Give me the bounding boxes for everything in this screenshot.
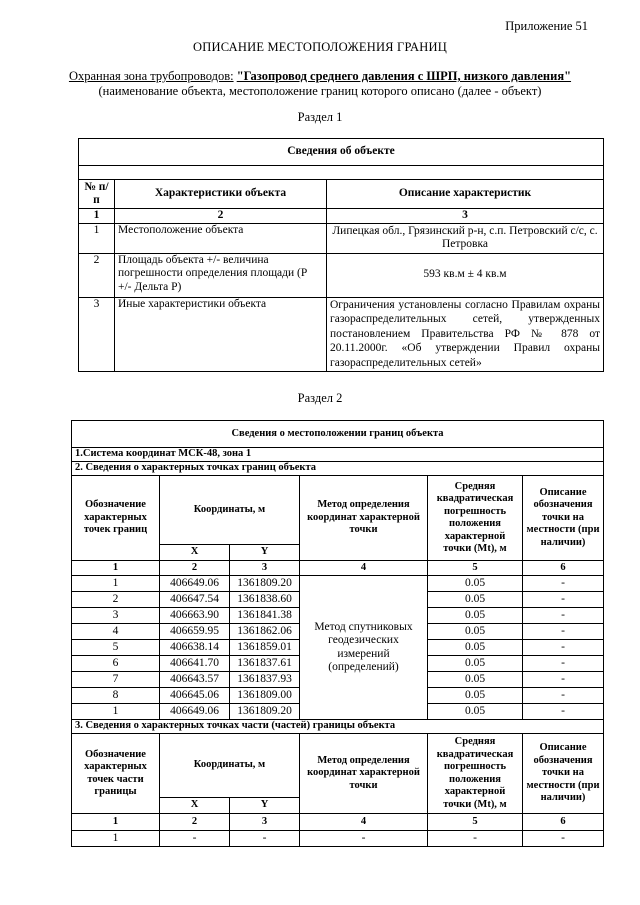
- point-y: 1361809.20: [230, 576, 300, 592]
- index-cell: 4: [300, 814, 428, 831]
- table-row: [72, 734, 604, 798]
- part-point-y: -: [230, 831, 300, 847]
- point-y: 1361809.20: [230, 704, 300, 720]
- point-desc: -: [523, 576, 604, 592]
- table-row: [79, 166, 604, 180]
- point-x: 406649.06: [160, 576, 230, 592]
- table-row: [79, 209, 604, 224]
- point-x: 406643.57: [160, 672, 230, 688]
- table-row: [72, 462, 604, 476]
- index-cell: 3: [230, 814, 300, 831]
- subsection-title: 3. Сведения о характерных точках части (частей) границы объекта: [72, 720, 604, 734]
- point-num: 4: [72, 624, 160, 640]
- row-value: Ограничения установлены согласно Правилам охраны газораспределительных сетей, утвержденных постановлением Правительства РФ № 878 от 20.11.2000г. «Об утверждении Правил охраны газораспределительных сетей»: [327, 297, 604, 371]
- row-num: 2: [79, 253, 115, 297]
- spacer-row: [79, 166, 604, 180]
- point-mt: 0.05: [428, 704, 523, 720]
- section1-title: Раздел 1: [297, 110, 343, 124]
- point-mt: 0.05: [428, 592, 523, 608]
- point-y: 1361837.61: [230, 656, 300, 672]
- point-y: 1361862.06: [230, 624, 300, 640]
- point-desc: -: [523, 624, 604, 640]
- col-header-desc: Описание обозначения точки на местности (при наличии): [523, 734, 604, 814]
- row-value: 593 кв.м ± 4 кв.м: [327, 253, 604, 297]
- point-y: 1361809.00: [230, 688, 300, 704]
- table-row: [79, 297, 604, 371]
- point-desc: -: [523, 592, 604, 608]
- point-num: 6: [72, 656, 160, 672]
- index-cell: 6: [523, 814, 604, 831]
- point-mt: 0.05: [428, 608, 523, 624]
- point-desc: -: [523, 688, 604, 704]
- point-x: 406649.06: [160, 704, 230, 720]
- col-header-coords: Координаты, м: [160, 476, 300, 545]
- index-cell: 6: [523, 561, 604, 576]
- point-mt: 0.05: [428, 576, 523, 592]
- col-header-designation-part: Обозначение характерных точек части границы: [72, 734, 160, 814]
- point-y: 1361837.93: [230, 672, 300, 688]
- object-line: [0, 69, 640, 84]
- document-title: ОПИСАНИЕ МЕСТОПОЛОЖЕНИЯ ГРАНИЦ: [193, 40, 447, 54]
- table-row: [72, 576, 604, 592]
- table-row: [72, 421, 604, 448]
- table-row: [72, 831, 604, 847]
- col-header-desc: Описание характеристик: [327, 180, 604, 209]
- point-desc: -: [523, 704, 604, 720]
- point-x: 406638.14: [160, 640, 230, 656]
- appendix-label: Приложение 51: [505, 19, 588, 33]
- table-title: Сведения о местоположении границ объекта: [72, 421, 604, 448]
- subsection-title: 2. Сведения о характерных точках границ объекта: [72, 462, 604, 476]
- table-row: [79, 223, 604, 253]
- point-x: 406647.54: [160, 592, 230, 608]
- col-header-char: Характеристики объекта: [115, 180, 327, 209]
- index-cell: 5: [428, 814, 523, 831]
- point-mt: 0.05: [428, 624, 523, 640]
- index-cell: 1: [72, 814, 160, 831]
- point-desc: -: [523, 608, 604, 624]
- table-row: [72, 814, 604, 831]
- col-header-error: Средняя квадратическая погрешность положения характерной точки (Mt), м: [428, 476, 523, 561]
- col-header-coords: Координаты, м: [160, 734, 300, 798]
- object-info-table: [78, 138, 604, 372]
- point-desc: -: [523, 672, 604, 688]
- col-header-method: Метод определения координат характерной точки: [300, 734, 428, 814]
- section2-title: Раздел 2: [297, 391, 343, 405]
- col-header-method: Метод определения координат характерной точки: [300, 476, 428, 561]
- col-header-y: Y: [230, 545, 300, 561]
- point-mt: 0.05: [428, 688, 523, 704]
- index-cell: 3: [230, 561, 300, 576]
- method-cell: Метод спутниковых геодезических измерений (определений): [300, 576, 428, 720]
- index-cell: 1: [79, 209, 115, 224]
- col-header-desc: Описание обозначения точки на местности (при наличии): [523, 476, 604, 561]
- col-header-num: № п/п: [79, 180, 115, 209]
- point-num: 2: [72, 592, 160, 608]
- table-row: [79, 253, 604, 297]
- part-point-method: -: [300, 831, 428, 847]
- point-mt: 0.05: [428, 656, 523, 672]
- coord-system: 1.Система координат МСК-48, зона 1: [72, 448, 604, 462]
- zone-prefix: Охранная зона трубопроводов:: [68, 69, 234, 83]
- index-cell: 2: [160, 814, 230, 831]
- point-y: 1361841.38: [230, 608, 300, 624]
- row-num: 3: [79, 297, 115, 371]
- table-row: [79, 139, 604, 166]
- part-point-desc: -: [523, 831, 604, 847]
- row-num: 1: [79, 223, 115, 253]
- point-num: 3: [72, 608, 160, 624]
- index-cell: 2: [160, 561, 230, 576]
- point-mt: 0.05: [428, 672, 523, 688]
- point-desc: -: [523, 656, 604, 672]
- index-cell: 2: [115, 209, 327, 224]
- point-y: 1361859.01: [230, 640, 300, 656]
- table-row: [72, 448, 604, 462]
- point-x: 406645.06: [160, 688, 230, 704]
- part-point-mt: -: [428, 831, 523, 847]
- index-cell: 1: [72, 561, 160, 576]
- boundary-points-table: [71, 420, 604, 847]
- point-num: 7: [72, 672, 160, 688]
- point-y: 1361838.60: [230, 592, 300, 608]
- col-header-y: Y: [230, 798, 300, 814]
- point-num: 1: [72, 704, 160, 720]
- row-name: Иные характеристики объекта: [115, 297, 327, 371]
- point-desc: -: [523, 640, 604, 656]
- index-cell: 5: [428, 561, 523, 576]
- table-row: [79, 180, 604, 209]
- index-cell: 4: [300, 561, 428, 576]
- col-header-error: Средняя квадратическая погрешность положения характерной точки (Mt), м: [428, 734, 523, 814]
- point-x: 406663.90: [160, 608, 230, 624]
- part-point-num: 1: [72, 831, 160, 847]
- point-mt: 0.05: [428, 640, 523, 656]
- point-num: 1: [72, 576, 160, 592]
- zone-name: "Газопровод среднего давления с ШРП, низкого давления": [236, 69, 572, 83]
- index-cell: 3: [327, 209, 604, 224]
- table-row: [72, 476, 604, 545]
- row-value: Липецкая обл., Грязинский р-н, с.п. Петровский с/с, с. Петровка: [327, 223, 604, 253]
- object-subtitle: (наименование объекта, местоположение границ которого описано (далее - объект): [98, 84, 542, 98]
- table-title: Сведения об объекте: [79, 139, 604, 166]
- col-header-x: X: [160, 545, 230, 561]
- point-x: 406641.70: [160, 656, 230, 672]
- col-header-designation: Обозначение характерных точек границ: [72, 476, 160, 561]
- table-row: [72, 561, 604, 576]
- point-x: 406659.95: [160, 624, 230, 640]
- row-name: Площадь объекта +/- величина погрешности определения площади (P +/- Дельта P): [115, 253, 327, 297]
- col-header-x: X: [160, 798, 230, 814]
- point-num: 5: [72, 640, 160, 656]
- part-point-x: -: [160, 831, 230, 847]
- row-name: Местоположение объекта: [115, 223, 327, 253]
- point-num: 8: [72, 688, 160, 704]
- table-row: [72, 720, 604, 734]
